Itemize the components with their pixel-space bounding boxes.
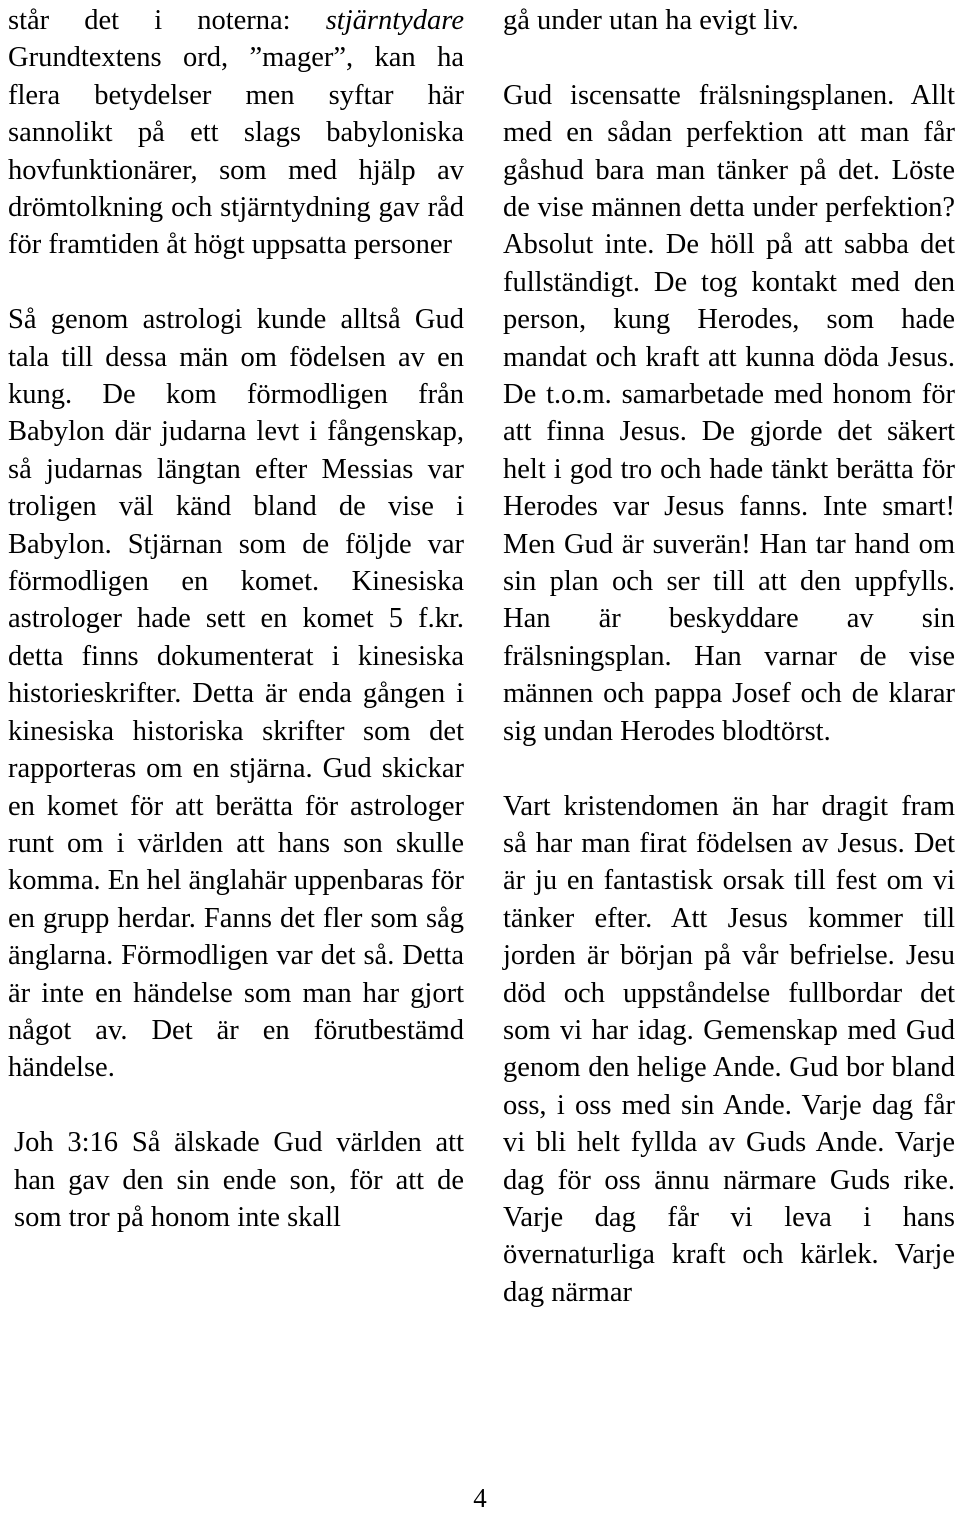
left-column — [8, 2, 464, 1236]
paragraph-body-text: Grundtextens ord, ”mager”, kan ha flera betydelser men syftar här sannolikt på ett slags babyloniska hovfunktionärer, som med hjälp av drömtolkning och stjärntydning gav råd för framtiden åt högt uppsatta personer — [8, 42, 464, 261]
paragraph-continuation: gå under utan ha evigt liv. — [503, 5, 799, 36]
paragraph-magi-note — [8, 2, 464, 264]
paragraph-astrology: Så genom astrologi kunde alltså Gud tala till dessa män om födelsen av en kung. De kom förmodligen från Babylon där judarna levt i fångenskap, så judarnas längtan efter Messias var troligen väl känd bland de vise i Babylon. Stjärnan som de följde var förmodligen en komet. Kinesiska astrologer hade sett en komet 5 f.kr. detta finns dokumenterat i kinesiska historieskrifter. Detta är enda gången i kinesiska historiska skrifter som det rapporteras om en stjärna. Gud skickar en komet för att berätta för astrologer runt om i världen att hans son skulle komma. En hel änglahär uppenbaras för en grupp herdar. Fanns det fler som såg änglarna. Förmodligen var det så. Detta är inte en händelse som man har gjort något av. Det är en förutbestämd händelse. — [8, 304, 464, 1084]
paragraph-christmas: Vart kristendomen än har dragit fram så har man firat födelsen av Jesus. Det är ju en fantastisk orsak till fest om vi tänker efter. Att Jesus kommer till jorden är början på vår befrielse. Jesu död och uppståndelse fullbordar det som vi har idag. Gemenskap med Gud genom den helige Ande. Gud bor bland oss, i oss med sin Ande. Varje dag får vi bli helt fyllda av Guds Ande. Varje dag för oss ännu närmare Guds rike. Varje dag får vi leva i hans övernaturliga kraft och kärlek. Varje dag närmar — [503, 790, 955, 1308]
paragraph-bible-verse: Joh 3:16 Så älskade Gud världen att han gav den sin ende son, för att de som tror på honom inte skall — [14, 1127, 464, 1233]
page-number: 4 — [473, 1483, 487, 1513]
paragraph-lead-text: står det i noterna: — [8, 5, 326, 36]
italic-term: stjärntydare — [325, 5, 464, 36]
paragraph-salvation-plan: Gud iscensatte frälsningsplanen. Allt med en sådan perfektion att man får gåshud bara man tänker på det. Löste de vise männen detta under perfektion? Absolut inte. De höll på att sabba det fullständigt. De tog kontakt med den person, kung Herodes, som hade mandat och kraft att kunna döda Jesus. De t.o.m. samarbetade med honom för att finna Jesus. De gjorde det säkert helt i god tro och hade tänkt berätta för Herodes var Jesus fanns. Inte smart! Men Gud är suverän! Han tar hand om sin plan och ser till att den uppfylls. Han är beskyddare av sin frälsningsplan. Han varnar de vise männen och pappa Josef och de klarar sig undan Herodes blodtörst. — [503, 79, 955, 747]
right-column — [503, 2, 955, 1311]
